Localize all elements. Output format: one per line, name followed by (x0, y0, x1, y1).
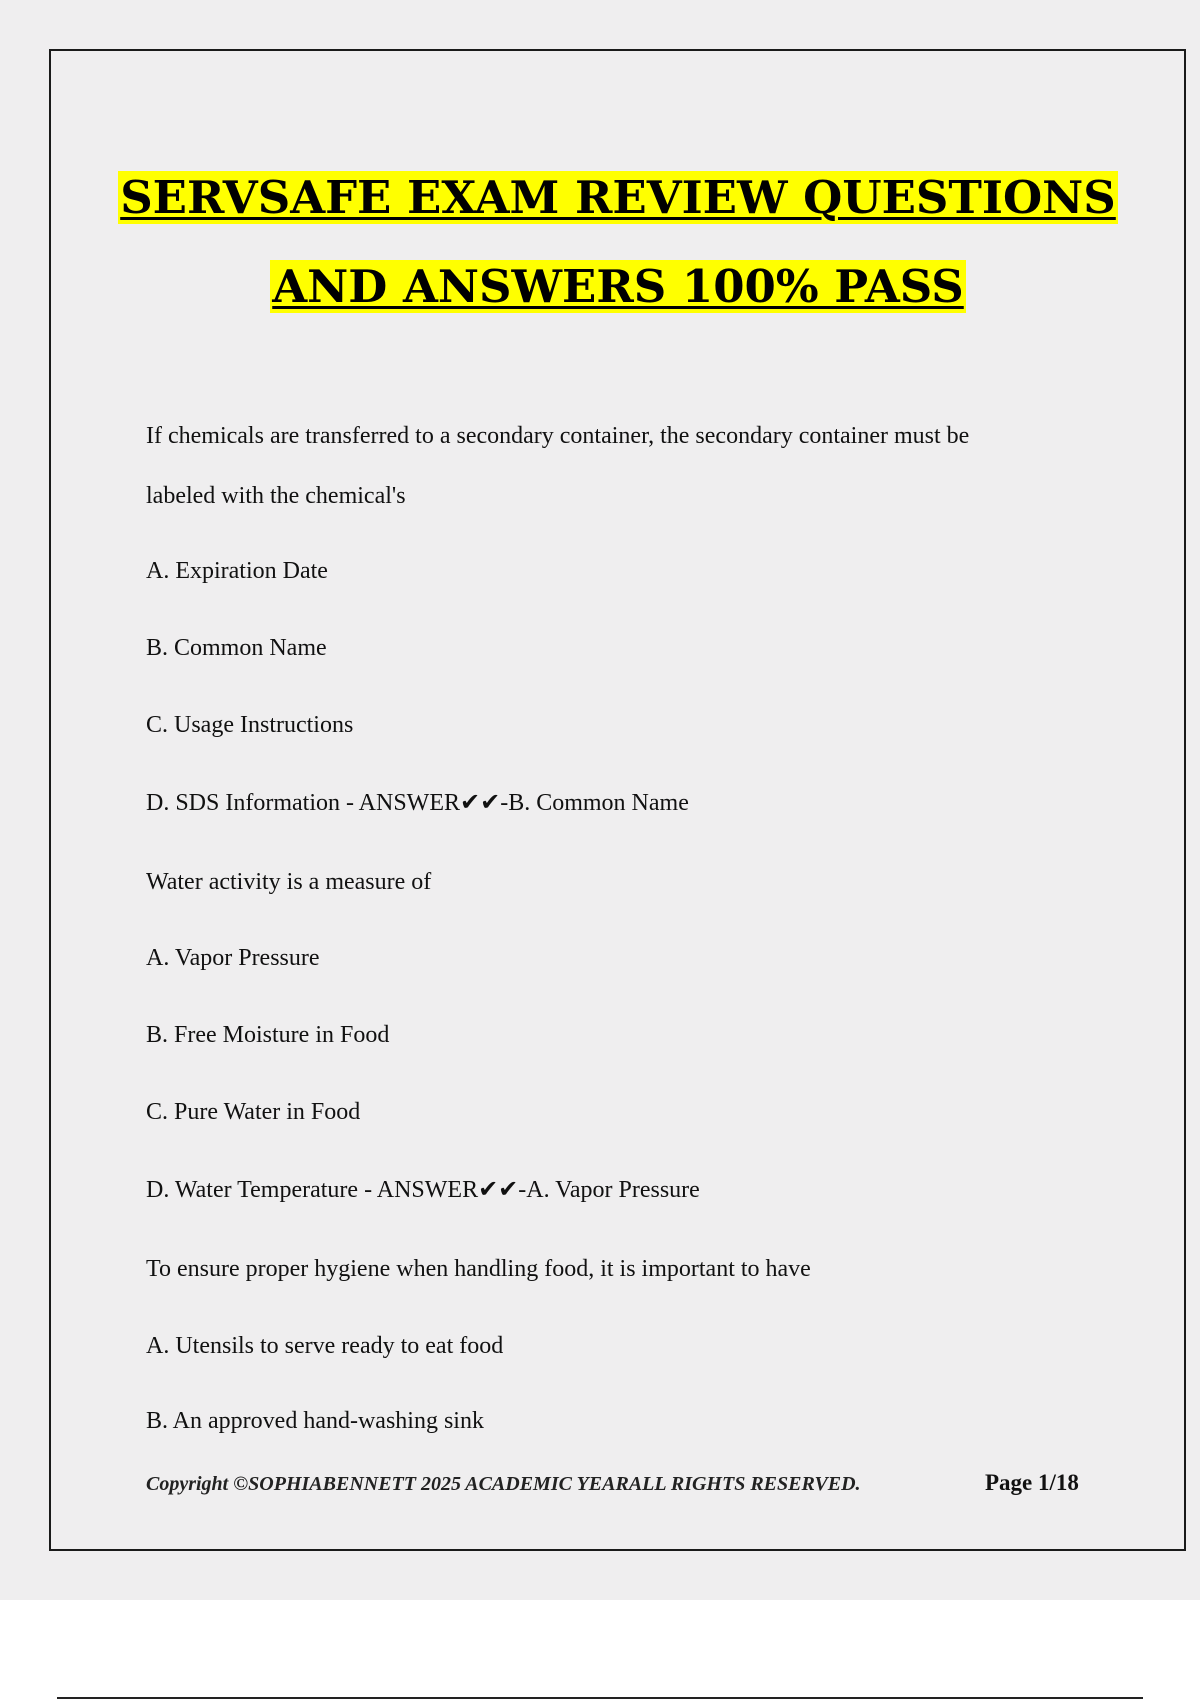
question-1-option-d-answer: D. SDS Information - ANSWER✔✔-B. Common Name (146, 790, 689, 816)
document-title-line-1 (100, 171, 1136, 224)
question-1-text-line-1: If chemicals are transferred to a secondary container, the secondary container must be (146, 423, 970, 449)
question-2-option-d-answer: D. Water Temperature - ANSWER✔✔-A. Vapor Pressure (146, 1177, 700, 1203)
question-2-option-c: C. Pure Water in Food (146, 1099, 361, 1125)
question-1-text-line-2: labeled with the chemical's (146, 483, 406, 509)
question-1-option-a: A. Expiration Date (146, 558, 328, 584)
title-highlight-1: SERVSAFE EXAM REVIEW QUESTIONS (120, 171, 1116, 224)
document-title-line-2 (100, 260, 1136, 313)
title-highlight-2: AND ANSWERS 100% PASS (272, 260, 964, 313)
question-1-option-b: B. Common Name (146, 635, 327, 661)
question-2-option-b: B. Free Moisture in Food (146, 1022, 390, 1048)
question-2-text: Water activity is a measure of (146, 869, 432, 895)
next-page-rule (57, 1697, 1143, 1699)
question-1-option-c: C. Usage Instructions (146, 712, 354, 738)
question-2-option-a: A. Vapor Pressure (146, 945, 320, 971)
question-3-text: To ensure proper hygiene when handling food, it is important to have (146, 1256, 811, 1282)
question-3-option-b: B. An approved hand-washing sink (146, 1408, 484, 1434)
footer-copyright: Copyright ©SOPHIABENNETT 2025 ACADEMIC YEARALL RIGHTS RESERVED. (146, 1473, 861, 1495)
question-3-option-a: A. Utensils to serve ready to eat food (146, 1333, 504, 1359)
footer-page-number: Page 1/18 (985, 1470, 1079, 1495)
